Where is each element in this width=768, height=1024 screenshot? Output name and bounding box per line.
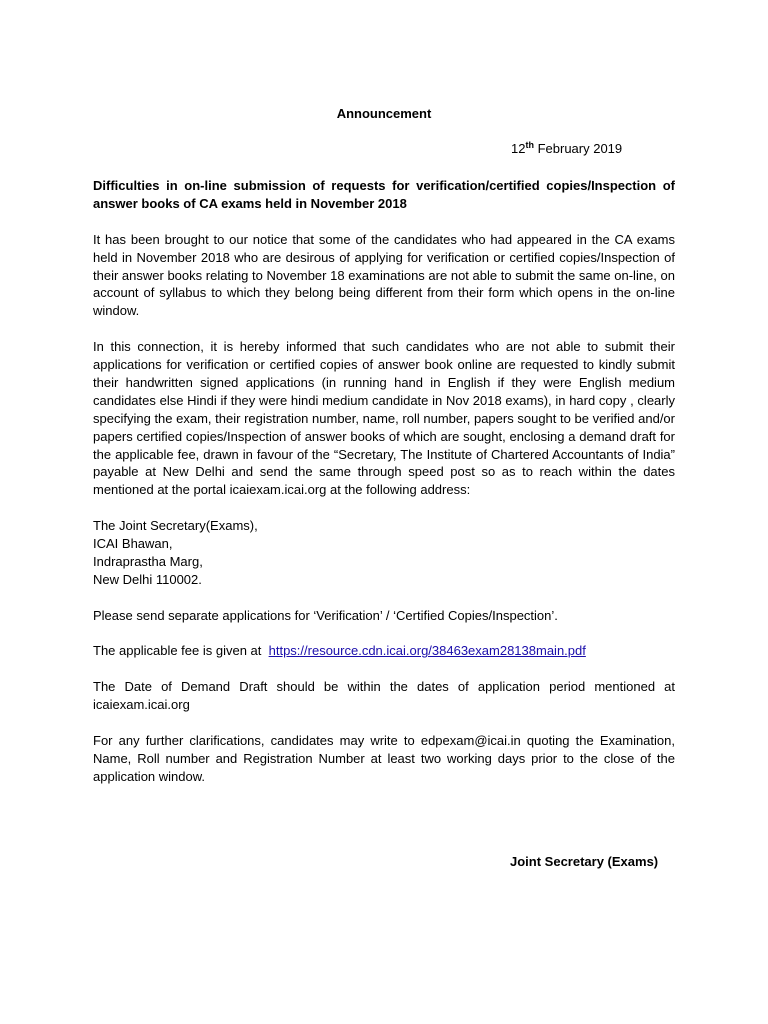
paragraph-fee	[93, 642, 675, 660]
page-title: Announcement	[336, 106, 432, 121]
subject-heading: Difficulties in on-line submission of requests for verification/certified copies/Inspection of answer books of CA exams held in November 2018	[93, 178, 675, 211]
paragraph-separate-applications: Please send separate applications for ‘Verification’ / ‘Certified Copies/Inspection’.	[93, 607, 558, 623]
fee-label: The applicable fee is given at	[93, 643, 269, 659]
paragraph-clarifications: For any further clarifications, candidates may write to edpexam@icai.in quoting the Examination, Name, Roll number and Registration Number at least two working days prior to the close of the application window.	[93, 732, 675, 784]
fee-link[interactable]: https://resource.cdn.icai.org/38463exam28138main.pdf	[268, 643, 586, 659]
paragraph-notice: It has been brought to our notice that some of the candidates who had appeared in the CA exams held in November 2018 who are desirous of applying for verification or certified copies/Inspection of their answer books relating to November 18 examinations are not able to submit the same on-line, on account of syllabus to which they belong being different from their form which opens in the on-line window.	[93, 231, 675, 319]
postal-address	[93, 517, 675, 589]
paragraph-instructions: In this connection, it is hereby informed that such candidates who are not able to submit their applications for verification or certified copies of answer book online are requested to kindly submit their handwritten signed applications (in running hand in English if they were English medium candidates else Hindi if they were hindi medium candidate in Nov 2018 exams), in hard copy , clearly specifying the exam, their registration number, name, roll number, papers sought to be verified and/or papers certified copies/Inspection of answer books of which are sought, enclosing a demand draft for the applicable fee, drawn in favour of the “Secretary, The Institute of Chartered Accountants of India” payable at New Delhi and send the same through speed post so as to reach within the dates mentioned at the portal icaiexam.icai.org at the following address:	[93, 339, 675, 498]
address-line: The Joint Secretary(Exams),	[93, 518, 258, 534]
signature: Joint Secretary (Exams)	[510, 854, 659, 869]
date-day: 12	[511, 141, 526, 156]
document-body	[93, 177, 675, 804]
address-line: New Delhi 110002.	[93, 571, 202, 587]
paragraph-demand-draft: The Date of Demand Draft should be within the dates of application period mentioned at icaiexam.icai.org	[93, 679, 675, 713]
address-line: ICAI Bhawan,	[93, 536, 173, 552]
date-suffix: th	[525, 140, 534, 150]
address-line: Indraprastha Marg,	[93, 553, 203, 569]
announcement-date	[511, 140, 622, 158]
date-month-year: February 2019	[537, 141, 623, 156]
